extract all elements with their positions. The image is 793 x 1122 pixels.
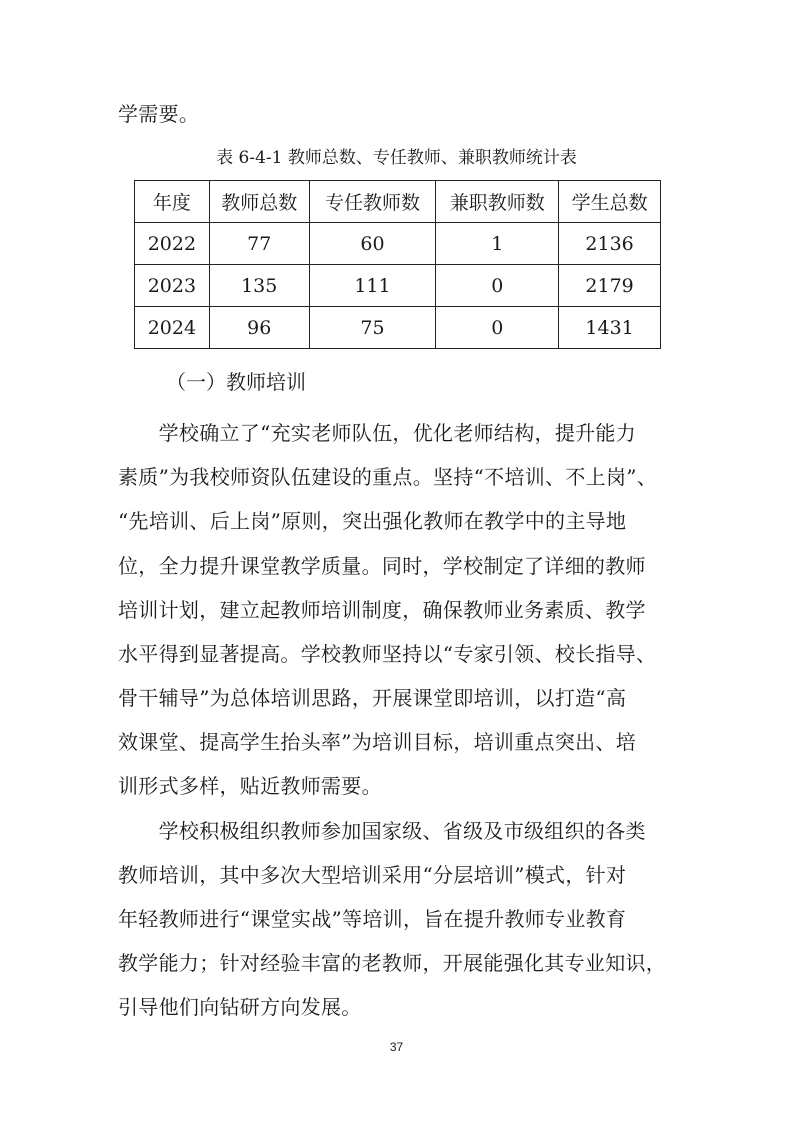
table-cell: 1 — [436, 223, 559, 265]
paragraph1-line: 训形式多样，贴近教师需要。 — [118, 774, 382, 798]
paragraph2-line: 教师培训，其中多次大型培训采用“分层培训”模式，针对 — [118, 863, 627, 887]
paragraph1-line: 培训计划，建立起教师培训制度，确保教师业务素质、教学 — [118, 598, 646, 622]
intro-tail-text: 学需要。 — [118, 102, 200, 126]
paragraph1-line: 水平得到显著提高。学校教师坚持以“专家引领、校长指导、 — [118, 642, 657, 666]
paragraph1-line: “先培训、后上岗”原则，突出强化教师在教学中的主导地 — [118, 509, 627, 533]
paragraph1-line: 效课堂、提高学生抬头率”为培训目标，培训重点突出、培 — [118, 730, 637, 754]
paragraph1-line: 学校确立了“充实老师队伍，优化老师结构，提升能力 — [118, 421, 637, 445]
table-cell: 0 — [436, 307, 559, 349]
paragraph2-line: 年轻教师进行“课堂实战”等培训，旨在提升教师专业教育 — [118, 907, 627, 931]
paragraph2-line: 学校积极组织教师参加国家级、省级及市级组织的各类 — [118, 819, 646, 843]
table-row — [135, 307, 661, 349]
header-cell-total-teachers: 教师总数 — [209, 181, 309, 223]
table-cell: 1431 — [559, 307, 661, 349]
header-cell-total-students: 学生总数 — [559, 181, 661, 223]
paragraph1-line: 位，全力提升课堂教学质量。同时，学校制定了详细的教师 — [118, 554, 646, 578]
paragraph1-line: 骨干辅导”为总体培训思路，开展课堂即培训，以打造“高 — [118, 686, 627, 710]
table-cell: 77 — [209, 223, 309, 265]
paragraph2-line: 教学能力；针对经验丰富的老教师，开展能强化其专业知识， — [118, 951, 667, 975]
header-cell-year: 年度 — [135, 181, 210, 223]
page-number: 37 — [389, 1040, 404, 1054]
table-cell: 2024 — [135, 307, 210, 349]
paragraph2-line: 引导他们向钻研方向发展。 — [118, 995, 362, 1019]
table-header-row — [135, 181, 661, 223]
table-row — [135, 265, 661, 307]
header-cell-fulltime-teachers: 专任教师数 — [309, 181, 436, 223]
table-cell: 135 — [209, 265, 309, 307]
table-cell: 2136 — [559, 223, 661, 265]
table-cell: 60 — [309, 223, 436, 265]
section-heading: （一）教师培训 — [166, 370, 306, 394]
table-cell: 75 — [309, 307, 436, 349]
paragraph1-line: 素质”为我校师资队伍建设的重点。坚持“不培训、不上岗”、 — [118, 465, 658, 489]
table-caption: 表 6-4-1 教师总数、专任教师、兼职教师统计表 — [216, 148, 577, 168]
table-cell: 2023 — [135, 265, 210, 307]
teacher-stats-table — [134, 180, 661, 349]
table-cell: 111 — [309, 265, 436, 307]
table-cell: 2179 — [559, 265, 661, 307]
table-cell: 0 — [436, 265, 559, 307]
table-row — [135, 223, 661, 265]
header-cell-parttime-teachers: 兼职教师数 — [436, 181, 559, 223]
table-cell: 96 — [209, 307, 309, 349]
table-cell: 2022 — [135, 223, 210, 265]
